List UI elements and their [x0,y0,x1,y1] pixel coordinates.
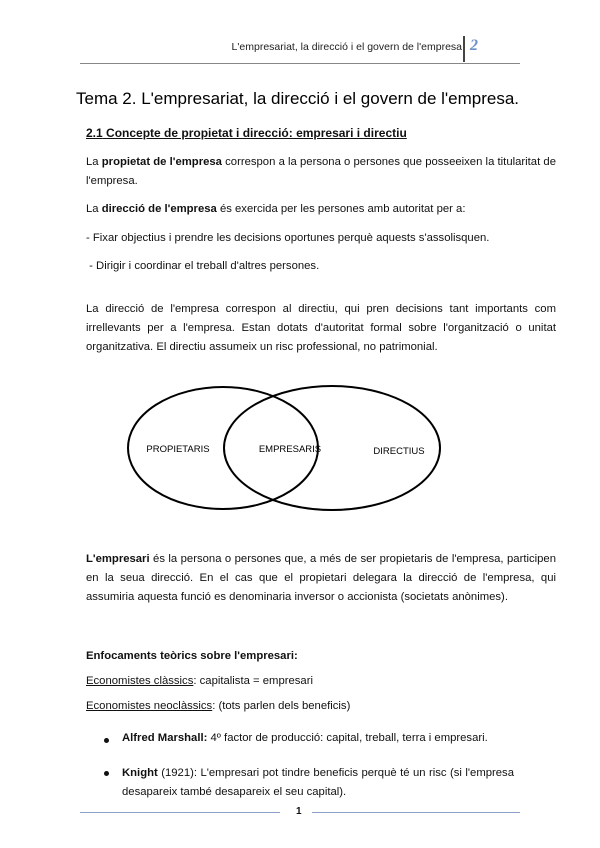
venn-label-entrepreneurs: EMPRESARIS [258,444,322,455]
bullet-knight-name: Knight [122,767,158,779]
classic-text: : capitalista = empresari [193,675,313,687]
para1-rest: correspon a la persona o persones que posseeixen la titularitat de l'empresa. [86,156,556,187]
list-item: - Fixar objectius i prendre les decisions oportunes perquè aquests s'assolisquen. [86,232,490,244]
page-title: Tema 2. L'empresariat, la direcció i el govern de l'empresa. [76,89,520,108]
bullet-dot [104,771,109,776]
para4-rest: és la persona o persones que, a més de ser propietaris de l'empresa, participen en la seua direcció. En el cas que el propietari delegara la direcció de l'empresa, qui assumiria aquesta funció es denominaria inversor o accionista (societats anònimes). [86,553,556,603]
section-title: Concepte de propietat i direcció: empresari i directiu [106,126,407,140]
header-page-badge: 2 [470,37,478,54]
para2-bold: direcció de l'empresa [101,203,217,215]
classic-economists [86,675,313,687]
section-number: 2.1 [86,126,103,140]
neo-label: Economistes neoclàssics [86,700,213,712]
page-number: 1 [296,806,302,817]
venn-diagram [120,375,450,525]
list-item: - Dirigir i coordinar el treball d'altres persones. [86,260,320,272]
running-header-title: L'empresariat, la direcció i el govern de l'empresa [231,41,462,53]
venn-label-managers: DIRECTIUS [373,446,425,457]
bullet-knight [122,764,514,802]
neo-text: : (tots parlen dels beneficis) [212,700,351,712]
header-rule [80,63,520,64]
classic-label: Economistes clàssics [86,675,194,687]
bullet-dot [104,738,109,743]
paragraph-ownership [86,153,556,191]
paragraph-management [86,200,556,219]
section-heading [86,126,407,140]
para2-rest: és exercida per les persones amb autoritat per a: [216,203,466,215]
footer-rule-left [80,812,280,813]
para2-pre: La [86,203,102,215]
para1-pre: La [86,156,102,168]
paragraph-entrepreneur [86,550,556,607]
neoclassic-economists [86,700,350,712]
approaches-heading: Enfocaments teòrics sobre l'empresari: [86,650,298,662]
paragraph-directiu: La direcció de l'empresa correspon al directiu, qui pren decisions tant importants com irrellevants per a l'empresa. Estan dotats d'autoritat formal sobre l'organització o unitat organitzativa. El directiu assumeix un risc professional, no patrimonial. [86,303,556,353]
para1-bold: propietat de l'empresa [101,156,222,168]
para4-bold: L'empresari [86,553,150,565]
venn-label-owners: PROPIETARIS [146,444,210,455]
footer-rule-right [312,812,520,813]
bullet-knight-text: (1921): L'empresari pot tindre beneficis perquè té un risc (si l'empresa desapareix també desapareix el seu capital). [122,767,514,798]
bullet-marshall [122,732,488,744]
bullet-marshall-text: 4º factor de producció: capital, treball, terra i empresari. [207,732,488,744]
bullet-marshall-name: Alfred Marshall: [122,732,208,744]
header-separator [463,36,465,62]
